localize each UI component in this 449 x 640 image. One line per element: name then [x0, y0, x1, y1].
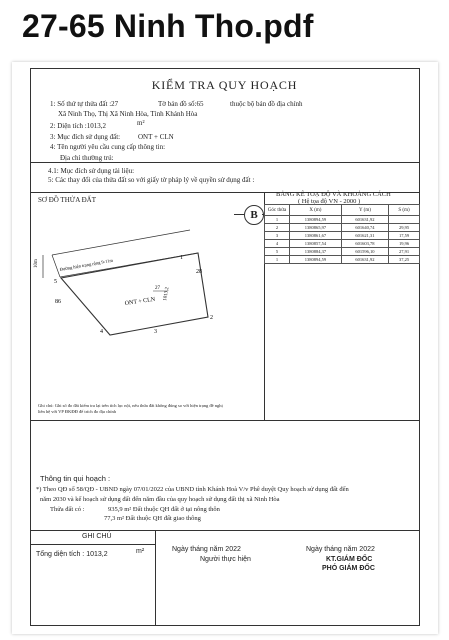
table-cell: 29,95	[389, 224, 420, 232]
line-1-prefix: 1: Số thứ tự thửa đất :27	[50, 100, 119, 108]
line-2: 2: Diện tích :1013,2	[50, 122, 106, 130]
divider	[30, 530, 420, 531]
table-row	[265, 216, 420, 224]
address: Xã Ninh Thọ, Thị Xã Ninh Hòa, Tỉnh Khánh Hòa	[58, 110, 198, 118]
table-cell	[389, 216, 420, 224]
table-cell: 601631,92	[341, 216, 388, 224]
doc-heading: KIỂM TRA QUY HOẠCH	[151, 78, 298, 92]
table-title: BẢNG KÊ TOẠ ĐỘ VÀ KHOẢNG CÁCH	[276, 191, 391, 198]
line-3-label: 3: Mục đích sử dụng đất:	[50, 133, 121, 141]
col-header: Góc thửa	[265, 205, 290, 216]
road-edge-top	[52, 230, 190, 255]
total-area-unit: m²	[136, 548, 145, 555]
table-cell: 1380884,37	[290, 248, 342, 256]
date-right: Ngày tháng năm 2022	[306, 546, 375, 553]
road-cap	[52, 255, 60, 277]
parcel-area: 1013,2	[163, 286, 171, 302]
corner-4: 4	[100, 329, 103, 335]
table-subtitle: ( Hệ tọa độ VN - 2000 )	[298, 198, 361, 205]
line-2-unit: m²	[137, 119, 145, 127]
table-cell: 601621,31	[341, 232, 388, 240]
parcel-number: 27	[155, 286, 160, 291]
line-5: 5: Các thay đổi của thửa đất so với giấy tờ pháp lý về quyền sử dụng đất :	[48, 176, 255, 184]
road-label: Đường hiện trạng rộng 9-11m	[59, 257, 114, 272]
planning-line-1: *) Theo QĐ số 58/QĐ - UBND ngày 07/01/2022 của UBND tỉnh Khánh Hoà V/v Phê duyệt Quy hoạch sử dụng đất đến	[36, 486, 349, 493]
table-cell: 17,59	[389, 232, 420, 240]
parcel-label: ONT + CLN	[124, 296, 156, 307]
role-left: Người thực hiện	[200, 556, 251, 563]
table-header-row	[265, 205, 420, 216]
divider	[155, 530, 156, 626]
corner-1: 1	[180, 255, 183, 261]
table-cell: 5	[265, 248, 290, 256]
col-header: Y (m)	[341, 205, 388, 216]
document-title: 27-65 Ninh Tho.pdf	[22, 8, 314, 44]
divider	[30, 162, 420, 163]
app-header	[0, 0, 449, 58]
table-cell: 37,25	[389, 256, 420, 264]
table-cell: 19,96	[389, 240, 420, 248]
table-cell: 601596,10	[341, 248, 388, 256]
col-header: S (m)	[389, 205, 420, 216]
sketch-note-1: Ghi chú: Ghi số đo đất kiểm tra lại trên tích lục nội, nếu thửa đất không đúng so với hiện trạng đề nghị	[38, 403, 223, 408]
table-cell: 2	[265, 224, 290, 232]
parcel-sketch	[30, 205, 264, 385]
line-4: 4: Tên người yêu cầu cung cấp thông tin:	[50, 143, 166, 151]
table-cell: 601603,78	[341, 240, 388, 248]
date-left: Ngày tháng năm 2022	[172, 546, 241, 553]
table-cell: 601631,92	[341, 256, 388, 264]
divider	[30, 544, 155, 545]
total-area: Tổng diện tích : 1013,2	[36, 551, 108, 558]
notes-label: GHI CHÚ	[82, 533, 112, 540]
planning-parcel-label: Thửa đất có :	[50, 506, 85, 513]
table-cell: 3	[265, 232, 290, 240]
line-3-value: ONT + CLN	[138, 133, 174, 141]
table-cell: 1	[265, 216, 290, 224]
corner-2: 2	[210, 315, 213, 321]
planning-area-2: 77,3 m² Đất thuộc QH đất giao thông	[104, 515, 201, 522]
line-4b: Địa chỉ thường trú:	[60, 154, 114, 162]
table-cell: 1380857,54	[290, 240, 342, 248]
road-width-label: 10m	[34, 259, 39, 268]
table-row	[265, 248, 420, 256]
table-cell: 27,91	[389, 248, 420, 256]
corner-5: 5	[54, 279, 57, 285]
role-right-b: PHÓ GIÁM ĐỐC	[322, 565, 375, 572]
sketch-title: SƠ ĐỒ THỬA ĐẤT	[38, 196, 96, 204]
table-row	[265, 256, 420, 264]
planning-line-2: năm 2030 và kế hoạch sử dụng đất đến năm đầu của quy hoạch sử dụng đất thị xã Ninh Hòa	[40, 496, 280, 503]
neighbor-right: 28	[196, 269, 202, 275]
table-cell: 1380894,59	[290, 256, 342, 264]
table-row	[265, 224, 420, 232]
compass-badge: B	[244, 205, 264, 225]
line-4-1: 4.1: Mục đích sử dụng tài liệu:	[48, 167, 135, 175]
table-row	[265, 240, 420, 248]
table-cell: 1380894,59	[290, 216, 342, 224]
col-header: X (m)	[290, 205, 342, 216]
side-3-label: 3	[154, 329, 157, 335]
table-cell: 1	[265, 256, 290, 264]
role-right-a: KT.GIÁM ĐỐC	[326, 556, 373, 563]
neighbor-left: 86	[55, 299, 61, 305]
table-cell: 4	[265, 240, 290, 248]
table-cell: 1380865,97	[290, 224, 342, 232]
planning-heading: Thông tin qui hoạch :	[40, 474, 111, 483]
table-cell: 1380861,67	[290, 232, 342, 240]
table-row	[265, 232, 420, 240]
line-1-suffix: thuộc bộ bản đồ địa chính	[230, 100, 303, 108]
coordinate-table	[264, 204, 420, 264]
line-1-map: Tờ bản đồ số:65	[158, 100, 204, 108]
divider	[30, 420, 420, 421]
planning-area-1: 935,9 m² Đất thuộc QH đất ở tại nông thôn	[108, 506, 220, 513]
sketch-note-2: liên hệ với VP ĐKĐĐ để trích đo địa chính	[38, 409, 116, 414]
table-cell: 601640,74	[341, 224, 388, 232]
